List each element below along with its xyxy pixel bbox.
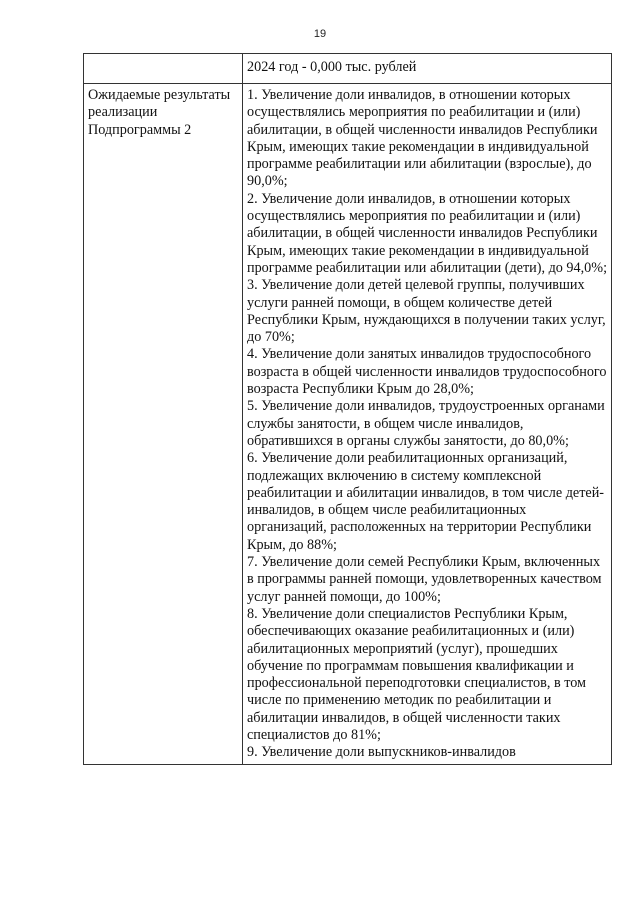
funding-label-cell xyxy=(84,54,243,84)
expected-results-label-line: Ожидаемые результаты xyxy=(88,87,231,103)
expected-results-label-line: Подпрограммы 2 xyxy=(88,121,192,138)
result-item: 3. Увеличение доли детей целевой группы, получивших услуги ранней помощи, в общем количестве детей Республики Крым, нуждающихся в получении таких услуг, до 70%; xyxy=(247,277,606,346)
expected-results-list-cell xyxy=(243,84,612,765)
result-item: 1. Увеличение доли инвалидов, в отношении которых осуществлялись мероприятия по реабилитации и (или) абилитации, в общей численности инвалидов Республики Крым, имеющих такие рекомендации в индивидуальной программе реабилитации или абилитации (взрослые), до 90,0%; xyxy=(247,87,598,190)
result-item: 2. Увеличение доли инвалидов, в отношении которых осуществлялись мероприятия по реабилитации и (или) абилитации, в общей численности инвалидов Республики Крым, имеющих такие рекомендации в индивидуальной программе реабилитации или абилитации (дети), до 94,0%; xyxy=(247,190,608,276)
result-item: 6. Увеличение доли реабилитационных организаций, подлежащих включению в систему комплексной реабилитации и абилитации инвалидов, в том числе детей-инвалидов, в общем числе реабилитационных организаций, расположенных на территории Республики Крым, до 88%; xyxy=(247,450,605,553)
result-item: 9. Увеличение доли выпускников-инвалидов xyxy=(247,744,516,761)
result-item: 5. Увеличение доли инвалидов, трудоустроенных органами службы занятости, в общем числе инвалидов, обратившихся в органы службы занятости, до 80,0%; xyxy=(247,398,605,449)
result-item: 7. Увеличение доли семей Республики Крым, включенных в программы ранней помощи, удовлетворенных качеством услуг ранней помощи, до 100%; xyxy=(247,554,602,605)
expected-results-row xyxy=(84,84,612,765)
funding-value-cell: 2024 год - 0,000 тыс. рублей xyxy=(243,54,612,84)
expected-results-label-cell xyxy=(84,84,243,765)
page-number: 19 xyxy=(313,28,327,40)
result-item: 4. Увеличение доли занятых инвалидов трудоспособного возраста в общей численности инвалидов трудоспособного возраста Республики Крым до 28,0%; xyxy=(247,346,607,398)
funding-row xyxy=(84,54,612,84)
expected-results-label-line: реализации xyxy=(88,104,158,121)
result-item: 8. Увеличение доли специалистов Республики Крым, обеспечивающих оказание реабилитационных и (или) абилитационных мероприятий (услуг), прошедших обучение по программам повышения квалификации и профессиональной переподготовки специалистов, в том числе по применению методик по реабилитации и абилитации инвалидов, в общей численности таких специалистов до 81%; xyxy=(247,605,587,743)
subprogram-passport-table xyxy=(83,53,612,765)
